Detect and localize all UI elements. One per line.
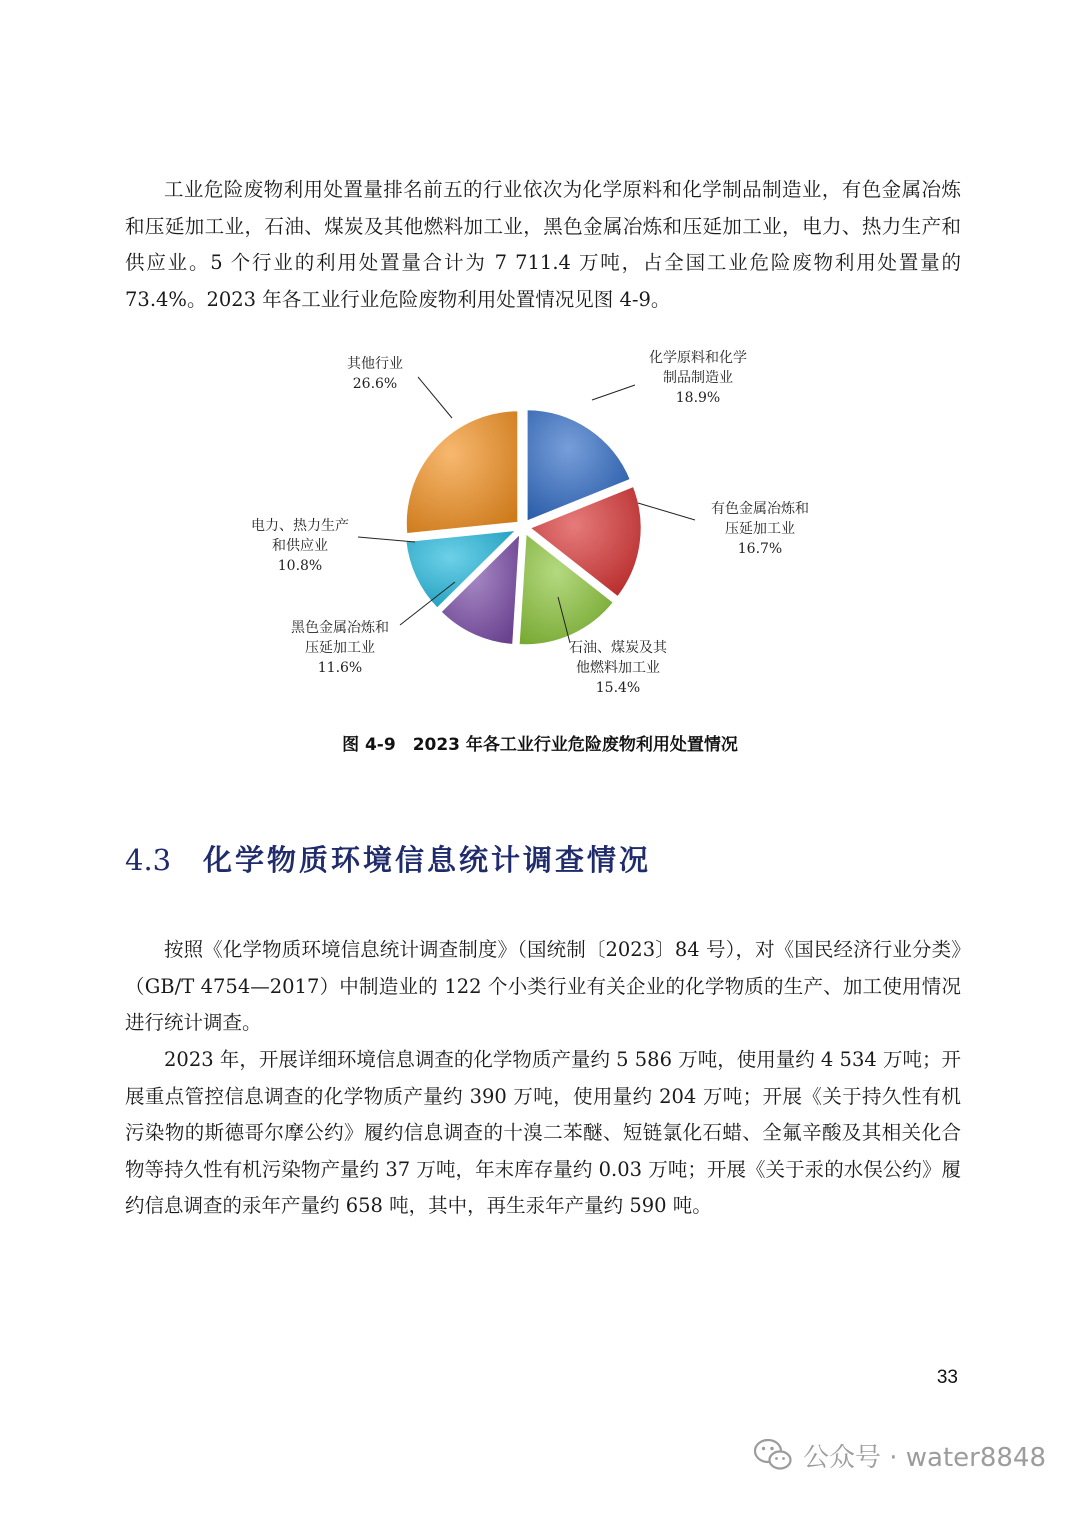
page-number: 33 (936, 1367, 958, 1388)
pie-chart-svg (240, 340, 840, 710)
pie-name-label-6: 其他行业 (347, 356, 403, 372)
pie-name-label-4: 黑色金属冶炼和 (291, 620, 389, 636)
pie-name-label-5: 电力、热力生产 (251, 518, 349, 534)
pie-value-label-5: 10.8% (277, 558, 323, 574)
pie-slice-6 (406, 410, 519, 534)
wechat-icon (753, 1438, 793, 1472)
pie-name-label-3: 他燃料加工业 (576, 660, 660, 676)
pie-value-label-4: 11.6% (317, 660, 363, 676)
section-heading (125, 838, 651, 879)
section-title: 化学物质环境信息统计调查情况 (203, 843, 652, 877)
body-paragraph-2: 按照《化学物质环境信息统计调查制度》（国统制〔2023〕84 号），对《国民经济行业分类》（GB/T 4754—2017）中制造业的 122 个小类行业有关企业的化学物质的生产、加工使用情况进行统计调查。 (125, 938, 961, 1034)
pie-leader-line-1 (592, 385, 635, 400)
pie-name-label-2: 压延加工业 (725, 521, 795, 537)
body-paragraph-3: 2023 年，开展详细环境信息调查的化学物质产量约 5 586 万吨，使用量约 4 534 万吨；开展重点管控信息调查的化学物质产量约 390 万吨，使用量约 204 万吨；开展《关于持久性有机污染物的斯德哥尔摩公约》履约信息调查的十溴二苯醚、短链氯化石蜡、全氟辛酸及其相关化合物等持久性有机污染物产量约 37 万吨，年末库存量约 0.03 万吨；开展《关于汞的水俣公约》履约信息调查的汞年产量约 658 吨，其中，再生汞年产量约 590 吨。 (125, 1048, 961, 1217)
pie-name-label-4: 压延加工业 (305, 640, 375, 656)
body-paragraph-1: 工业危险废物利用处置量排名前五的行业依次为化学原料和化学制品制造业，有色金属冶炼和压延加工业，石油、煤炭及其他燃料加工业，黑色金属冶炼和压延加工业，电力、热力生产和供应业。5 个行业的利用处置量合计为 7 711.4 万吨，占全国工业危险废物利用处置量的 73.4%。2023 年各工业行业危险废物利用处置情况见图 4-9。 (125, 178, 961, 311)
pie-name-label-5: 和供应业 (272, 538, 328, 554)
pie-name-label-2: 有色金属冶炼和 (711, 501, 809, 517)
watermark (753, 1432, 1046, 1478)
watermark-text: 公众号 · water8848 (802, 1442, 1046, 1473)
pie-chart (240, 340, 840, 710)
figure-caption: 图 4-9 2023 年各工业行业危险废物利用处置情况 (342, 735, 738, 755)
pie-value-label-2: 16.7% (737, 541, 783, 557)
pie-value-label-3: 15.4% (595, 680, 641, 696)
pie-name-label-1: 制品制造业 (663, 370, 733, 386)
pie-leader-line-2 (638, 503, 695, 520)
pie-value-label-1: 18.9% (675, 390, 721, 406)
pie-name-label-1: 化学原料和化学 (649, 350, 747, 366)
section-number: 4.3 (125, 843, 172, 877)
pie-leader-line-6 (418, 377, 452, 418)
pie-name-label-3: 石油、煤炭及其 (569, 640, 667, 656)
pie-value-label-6: 26.6% (352, 376, 398, 392)
pie-leader-line-5 (358, 537, 415, 542)
